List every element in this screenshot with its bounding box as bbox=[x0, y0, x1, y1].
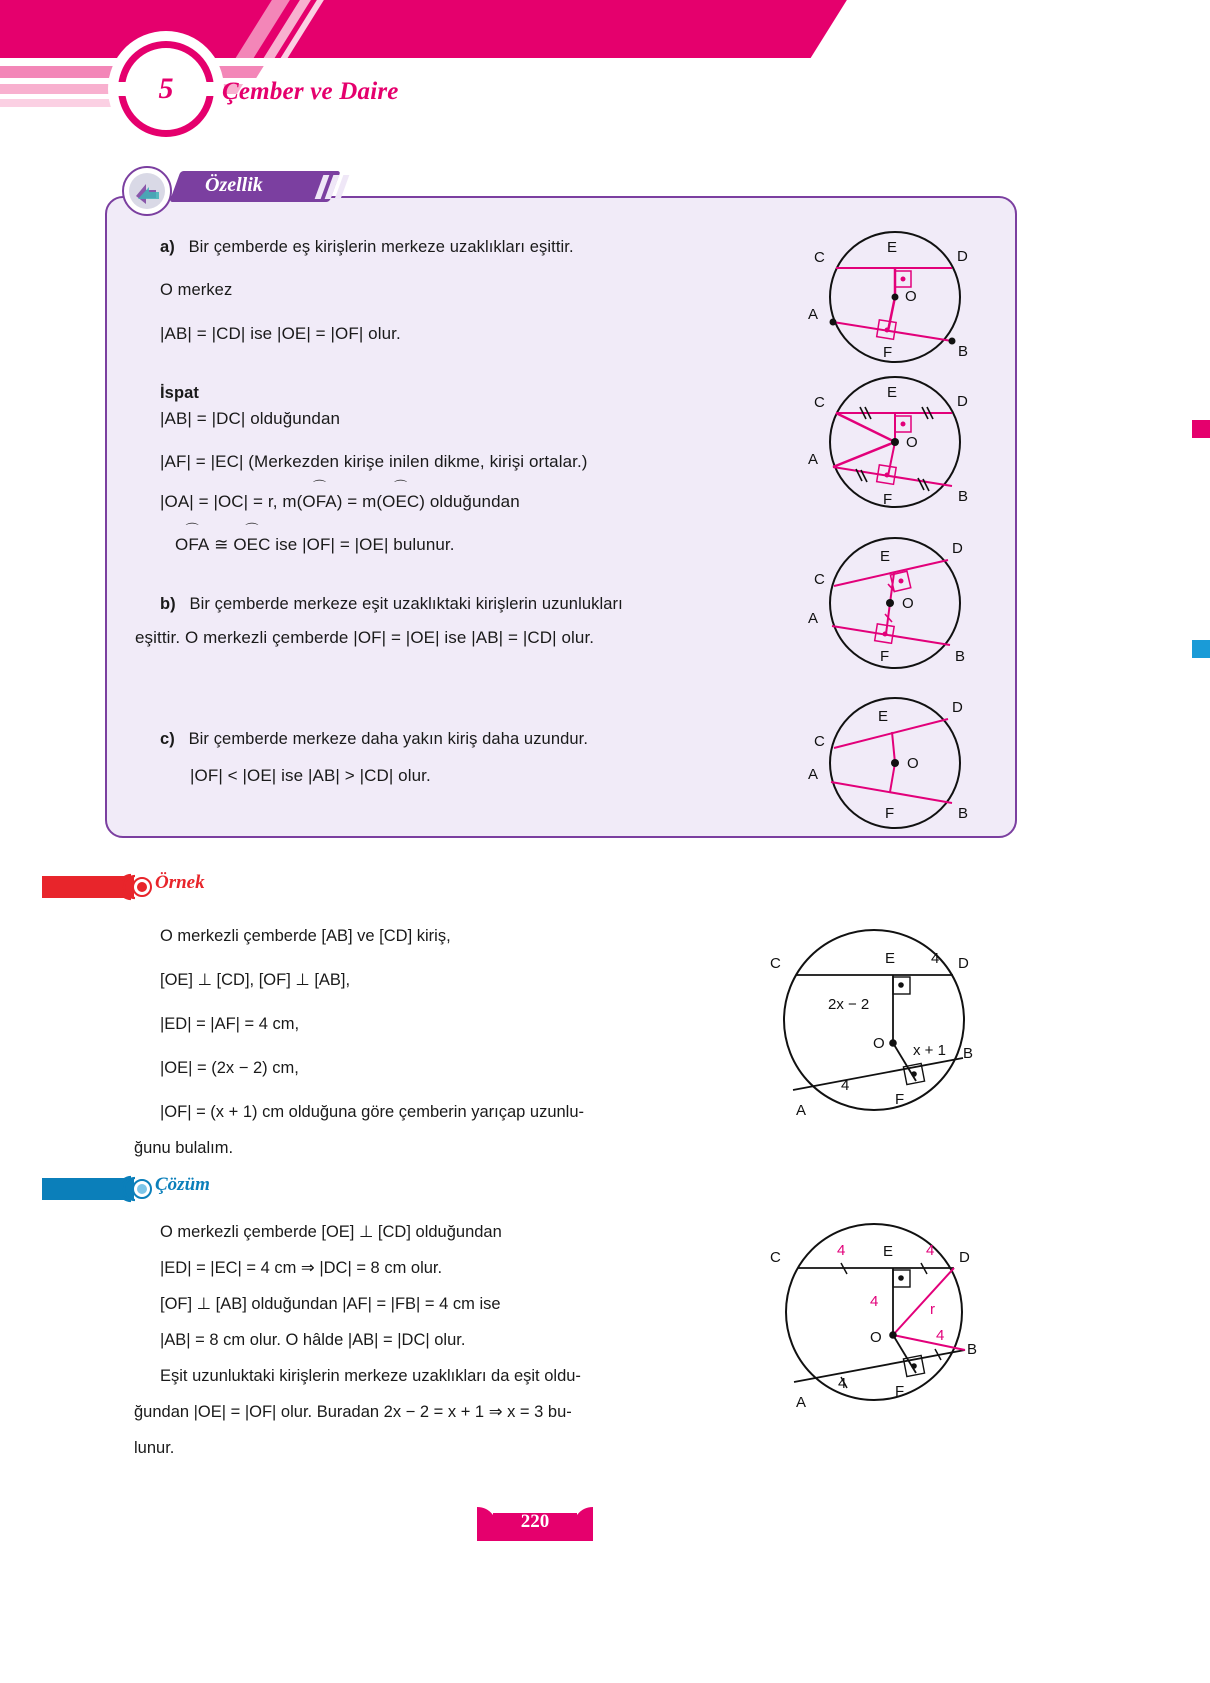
label-B: B bbox=[958, 343, 969, 360]
annotation-4-oe: 4 bbox=[870, 1293, 879, 1310]
label-B: B bbox=[967, 1341, 978, 1358]
label-B: B bbox=[958, 488, 969, 505]
ozellik-c-text: Bir çemberde merkeze daha yakın kiriş daha uzundur. bbox=[188, 730, 589, 748]
ornek-line-2: |ED| = |AF| = 4 cm, bbox=[160, 1015, 300, 1033]
page-header-banner bbox=[0, 0, 1210, 165]
annotation-4-top: 4 bbox=[931, 950, 940, 967]
label-E: E bbox=[885, 950, 896, 967]
label-C: C bbox=[770, 1249, 781, 1266]
annotation-2x-minus-2: 2x − 2 bbox=[828, 996, 870, 1013]
annotation-4-af: 4 bbox=[838, 1375, 847, 1392]
cozum-line-0: O merkezli çemberde [OE] ⊥ [CD] olduğundan bbox=[160, 1223, 502, 1241]
label-C: C bbox=[814, 394, 825, 411]
label-A: A bbox=[808, 306, 819, 323]
cozum-line-4: Eşit uzunluktaki kirişlerin merkeze uzaklıkları da eşit oldu- bbox=[160, 1367, 581, 1385]
ozellik-c-marker: c) bbox=[160, 730, 175, 748]
label-C: C bbox=[814, 571, 825, 588]
annotation-4-c-e: 4 bbox=[837, 1242, 846, 1259]
ispat4-post: ise |OF| = |OE| bulunur. bbox=[275, 535, 455, 554]
ozellik-ispat-label: İspat bbox=[160, 384, 200, 402]
ornek-line-3: |OE| = (2x − 2) cm, bbox=[160, 1059, 299, 1077]
diagram-a-1 bbox=[800, 225, 990, 370]
ornek-line-5: ğunu bulalım. bbox=[134, 1139, 234, 1157]
label-E: E bbox=[887, 384, 898, 401]
label-A: A bbox=[808, 766, 819, 783]
ozellik-item-b bbox=[160, 595, 720, 614]
label-O: O bbox=[905, 288, 917, 305]
ornek-bar bbox=[42, 876, 134, 898]
ozellik-line-ab-cd: |AB| = |CD| ise |OE| = |OF| olur. bbox=[160, 324, 401, 343]
label-E: E bbox=[880, 548, 891, 565]
ornek-line-1: [OE] ⊥ [CD], [OF] ⊥ [AB], bbox=[160, 971, 351, 989]
ispat3-triangle-2: OEC bbox=[382, 492, 420, 511]
label-D: D bbox=[959, 1249, 970, 1266]
ozellik-ispat-2: |AF| = |EC| (Merkezden kirişe inilen dikme, kirişi ortalar.) bbox=[160, 452, 588, 471]
ozellik-item-c bbox=[160, 730, 588, 749]
page-number: 220 bbox=[520, 1511, 550, 1532]
ispat4-congruent: ≅ bbox=[214, 535, 229, 554]
ozellik-c-formula: |OF| < |OE| ise |AB| > |CD| olur. bbox=[190, 766, 431, 785]
ozellik-b-line1: Bir çemberde merkeze eşit uzaklıktaki kirişlerin uzunlukları bbox=[189, 595, 623, 613]
ispat3-pre: |OA| = |OC| = r, m( bbox=[160, 492, 303, 511]
ispat4-triangle-1: OFA bbox=[175, 535, 210, 554]
refresh-circle-icon bbox=[116, 166, 178, 216]
ozellik-b-line2: eşittir. O merkezli çemberde |OF| = |OE| ise |AB| = |CD| olur. bbox=[135, 628, 595, 647]
ispat3-mid: ) = m( bbox=[336, 492, 383, 511]
label-F: F bbox=[883, 491, 893, 508]
cozum-label: Çözüm bbox=[155, 1174, 210, 1195]
cozum-bar bbox=[42, 1178, 134, 1200]
label-A: A bbox=[808, 610, 819, 627]
ornek-rings-icon bbox=[122, 872, 152, 902]
ornek-line-0: O merkezli çemberde [AB] ve [CD] kiriş, bbox=[160, 927, 451, 945]
ozellik-ispat-4: ⌒ OFA ≅ ⌒ OEC ise |OF| = |OE| bulunur. bbox=[175, 522, 455, 554]
annotation-4-bottom: 4 bbox=[841, 1077, 850, 1094]
label-E: E bbox=[883, 1243, 894, 1260]
ozellik-line-merkez: O merkez bbox=[160, 281, 233, 299]
label-F: F bbox=[885, 805, 895, 822]
label-A: A bbox=[796, 1394, 807, 1411]
ozellik-a-marker: a) bbox=[160, 238, 175, 256]
annotation-x-plus-1: x + 1 bbox=[913, 1042, 946, 1059]
side-marker-blue bbox=[1192, 640, 1210, 658]
cozum-line-2: [OF] ⊥ [AB] olduğundan |AF| = |FB| = 4 cm ise bbox=[160, 1295, 501, 1313]
diagram-c bbox=[800, 690, 990, 838]
label-F: F bbox=[895, 1383, 905, 1400]
label-O: O bbox=[906, 434, 918, 451]
ozellik-tab-label: Özellik bbox=[205, 174, 263, 196]
cozum-diagram bbox=[758, 1222, 988, 1412]
ozellik-a-text: Bir çemberde eş kirişlerin merkeze uzaklıkları eşittir. bbox=[188, 238, 574, 256]
diagram-b bbox=[800, 528, 990, 676]
label-C: C bbox=[770, 955, 781, 972]
cozum-line-1: |ED| = |EC| = 4 cm ⇒ |DC| = 8 cm olur. bbox=[160, 1259, 443, 1277]
annotation-r: r bbox=[930, 1301, 935, 1318]
label-F: F bbox=[895, 1091, 905, 1108]
label-B: B bbox=[955, 648, 966, 665]
ornek-line-4: |OF| = (x + 1) cm olduğuna göre çemberin yarıçap uzunlu- bbox=[160, 1103, 585, 1121]
ozellik-item-a bbox=[160, 238, 574, 257]
ispat3-post: ) olduğundan bbox=[419, 492, 520, 511]
label-D: D bbox=[952, 699, 963, 716]
label-B: B bbox=[958, 805, 969, 822]
side-marker-magenta bbox=[1192, 420, 1210, 438]
cozum-line-3: |AB| = 8 cm olur. O hâlde |AB| = |DC| olur. bbox=[160, 1331, 466, 1349]
ozellik-ispat-1: |AB| = |DC| olduğundan bbox=[160, 409, 341, 428]
label-E: E bbox=[887, 239, 898, 256]
ozellik-ispat-3: |OA| = |OC| = r, m( ⌒ OFA) = m( ⌒ OEC) olduğundan bbox=[160, 479, 520, 511]
label-O: O bbox=[870, 1329, 882, 1346]
annotation-4-e-d: 4 bbox=[926, 1242, 935, 1259]
ispat3-triangle-1: OFA bbox=[302, 492, 337, 511]
label-D: D bbox=[952, 540, 963, 557]
label-D: D bbox=[958, 955, 969, 972]
ornek-diagram bbox=[758, 915, 988, 1130]
ozellik-b-marker: b) bbox=[160, 595, 176, 613]
cozum-line-6: lunur. bbox=[134, 1439, 175, 1457]
label-A: A bbox=[808, 451, 819, 468]
ispat4-triangle-2: OEC bbox=[233, 535, 271, 554]
diagram-a-2 bbox=[800, 370, 990, 518]
label-A: A bbox=[796, 1102, 807, 1119]
chapter-title: Çember ve Daire bbox=[222, 78, 399, 105]
label-B: B bbox=[963, 1045, 974, 1062]
label-D: D bbox=[957, 248, 968, 265]
label-E: E bbox=[878, 708, 889, 725]
label-F: F bbox=[880, 648, 890, 665]
ornek-label: Örnek bbox=[155, 872, 205, 893]
cozum-rings-icon bbox=[122, 1174, 152, 1204]
label-O: O bbox=[902, 595, 914, 612]
label-F: F bbox=[883, 344, 893, 361]
label-D: D bbox=[957, 393, 968, 410]
label-O: O bbox=[907, 755, 919, 772]
chapter-number: 5 bbox=[158, 72, 174, 105]
cozum-line-5: ğundan |OE| = |OF| olur. Buradan 2x − 2 = x + 1 ⇒ x = 3 bu- bbox=[134, 1403, 572, 1421]
label-C: C bbox=[814, 733, 825, 750]
annotation-4-fb: 4 bbox=[936, 1327, 945, 1344]
label-C: C bbox=[814, 249, 825, 266]
label-O: O bbox=[873, 1035, 885, 1052]
